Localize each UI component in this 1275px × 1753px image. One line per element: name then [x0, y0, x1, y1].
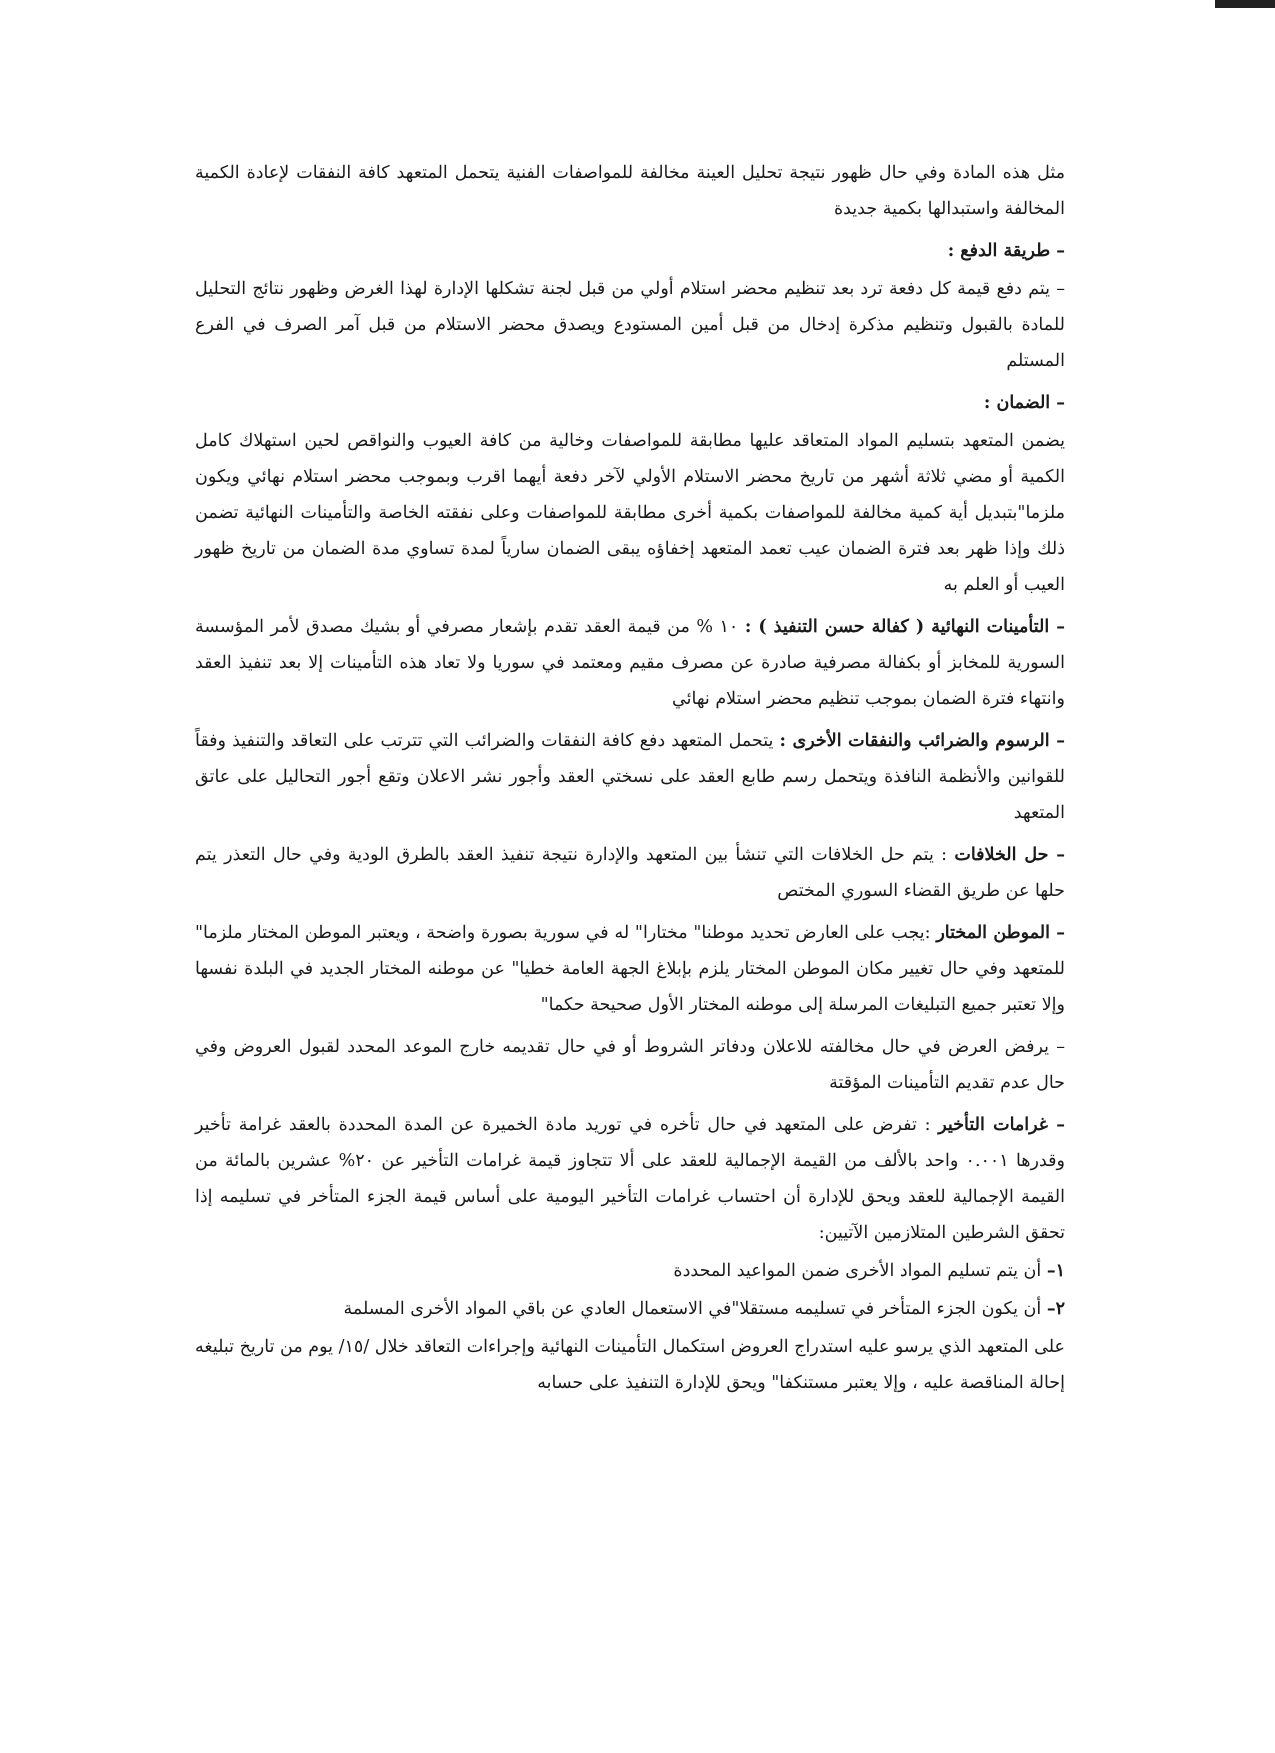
paragraph-delay-penalties	[195, 1107, 1065, 1251]
paragraph-guarantee	[195, 423, 1065, 603]
guarantee-heading: – الضمان :	[983, 393, 1065, 413]
paragraph-text: يتحمل المتعهد دفع كافة النفقات والضرائب التي تترتب على التعاقد والتنفيذ وفقاً للقوانين والأنظمة النافذة ويتحمل رسم طابع العقد على نسختي العقد وأجور نشر الاعلان وتقع أجور التحاليل على عاتق المتعهد	[195, 731, 1065, 823]
condition-text: أن يكون الجزء المتأخر في تسليمه مستقلا"في الاستعمال العادي عن باقي المواد الأخرى المسلمة	[343, 1299, 1047, 1319]
document-page	[195, 155, 1065, 1407]
paragraph-final-insurance	[195, 609, 1065, 717]
paragraph-contract-completion	[195, 1329, 1065, 1401]
paragraph-text: مثل هذه المادة وفي حال ظهور نتيجة تحليل العينة مخالفة للمواصفات الفنية يتحمل المتعهد كافة النفقات لإعادة الكمية المخالفة واستبدالها بكمية جديدة	[195, 163, 1065, 219]
condition-text: أن يتم تسليم المواد الأخرى ضمن المواعيد المحددة	[673, 1261, 1047, 1281]
paragraph-text: – يتم دفع قيمة كل دفعة ترد بعد تنظيم محضر استلام أولي من قبل لجنة تشكلها الإدارة لهذا الغرض وظهور نتائج التحليل للمادة بالقبول وتنظيم مذكرة إدخال من قبل أمين المستودع ويصدق محضر الاستلام من قبل آمر الصرف في الفرع المستلم	[195, 279, 1065, 371]
paragraph-payment	[195, 271, 1065, 379]
paragraph-offer-rejection	[195, 1029, 1065, 1101]
paragraph-dispute-resolution	[195, 837, 1065, 909]
chosen-domicile-heading: – الموطن المختار	[936, 923, 1065, 943]
paragraph-text: – يرفض العرض في حال مخالفته للاعلان ودفاتر الشروط أو في حال تقديمه خارج الموعد المحدد لقبول العروض وفي حال عدم تقديم التأمينات المؤقتة	[195, 1037, 1065, 1093]
dispute-resolution-heading: – حل الخلافات	[954, 845, 1065, 865]
paragraph-text: على المتعهد الذي يرسو عليه استدراج العروض استكمال التأمينات النهائية وإجراءات التعاقد خلال /١٥/ يوم من تاريخ تبليغه إحالة المناقصة عليه ، وإلا يعتبر مستنكفا" ويحق للإدارة التنفيذ على حسابه	[195, 1337, 1066, 1393]
delay-penalties-heading: – غرامات التأخير	[938, 1115, 1065, 1135]
paragraph-fees-taxes	[195, 723, 1065, 831]
paragraph-text: يضمن المتعهد بتسليم المواد المتعاقد عليها مطابقة للمواصفات وخالية من كافة العيوب والنواقص لحين استهلاك كامل الكمية أو مضي ثلاثة أشهر من تاريخ محضر الاستلام الأولي لآخر دفعة أيهما اقرب وبموجب محضر استلام نهائي ويكون ملزما"بتبديل أية كمية مخالفة للمواصفات بكمية أخرى مطابقة للمواصفات وعلى نفقته الخاصة والتأمينات النهائية تضمن ذلك وإذا ظهر بعد فترة الضمان عيب تعمد المتعهد إخفاؤه يبقى الضمان سارياً لمدة تساوي مدة الضمان من تاريخ ظهور العيب أو العلم به	[195, 431, 1065, 595]
paragraph-text: : يتم حل الخلافات التي تنشأ بين المتعهد والإدارة نتيجة تنفيذ العقد بالطرق الودية وفي حال التعذر يتم حلها عن طريق القضاء السوري المختص	[195, 845, 1065, 901]
section-heading-payment-method	[195, 233, 1065, 269]
condition-number: ١–	[1046, 1261, 1065, 1281]
paragraph-sample-analysis	[195, 155, 1065, 227]
payment-method-heading: – طريقة الدفع :	[947, 241, 1065, 261]
section-heading-guarantee	[195, 385, 1065, 421]
fees-taxes-heading: – الرسوم والضرائب والنفقات الأخرى :	[779, 731, 1065, 751]
condition-number: ٢–	[1046, 1299, 1065, 1319]
scan-edge-mark	[1215, 0, 1275, 8]
paragraph-text: ١٠ % من قيمة العقد تقدم بإشعار مصرفي أو بشيك مصدق لأمر المؤسسة السورية للمخابز أو بكفالة مصرفية صادرة عن مصرف مقيم ومعتمد في سوريا ولا تعاد هذه التأمينات إلا بعد تنفيذ العقد وانتهاء فترة الضمان بموجب تنظيم محضر استلام نهائي	[195, 617, 1065, 709]
condition-item-1	[195, 1253, 1065, 1289]
paragraph-chosen-domicile	[195, 915, 1065, 1023]
paragraph-text: :يجب على العارض تحديد موطنا" مختارا" له في سورية بصورة واضحة ، ويعتبر الموطن المختار ملزما" للمتعهد وفي حال تغيير مكان الموطن المختار يلزم بإبلاغ الجهة العامة خطيا" عن موطنه المختار الجديد في البلدة نفسها وإلا تعتبر جميع التبليغات المرسلة إلى موطنه المختار الأول صحيحة حكما"	[195, 923, 1065, 1015]
condition-item-2	[195, 1291, 1065, 1327]
paragraph-text: : تفرض على المتعهد في حال تأخره في توريد مادة الخميرة عن المدة المحددة بالعقد غرامة تأخير وقدرها ٠.٠٠١ واحد بالألف من القيمة الإجمالية للعقد على ألا تتجاوز قيمة غرامات التأخير عن ٢٠% عشرين بالمائة من القيمة الإجمالية للعقد ويحق للإدارة أن احتساب غرامات التأخير اليومية على أساس قيمة الجزء المتأخر في تسليمه إذا تحقق الشرطين المتلازمين الآتيين:	[195, 1115, 1065, 1243]
final-insurance-heading: – التأمينات النهائية ( كفالة حسن التنفيذ ) :	[744, 617, 1065, 637]
